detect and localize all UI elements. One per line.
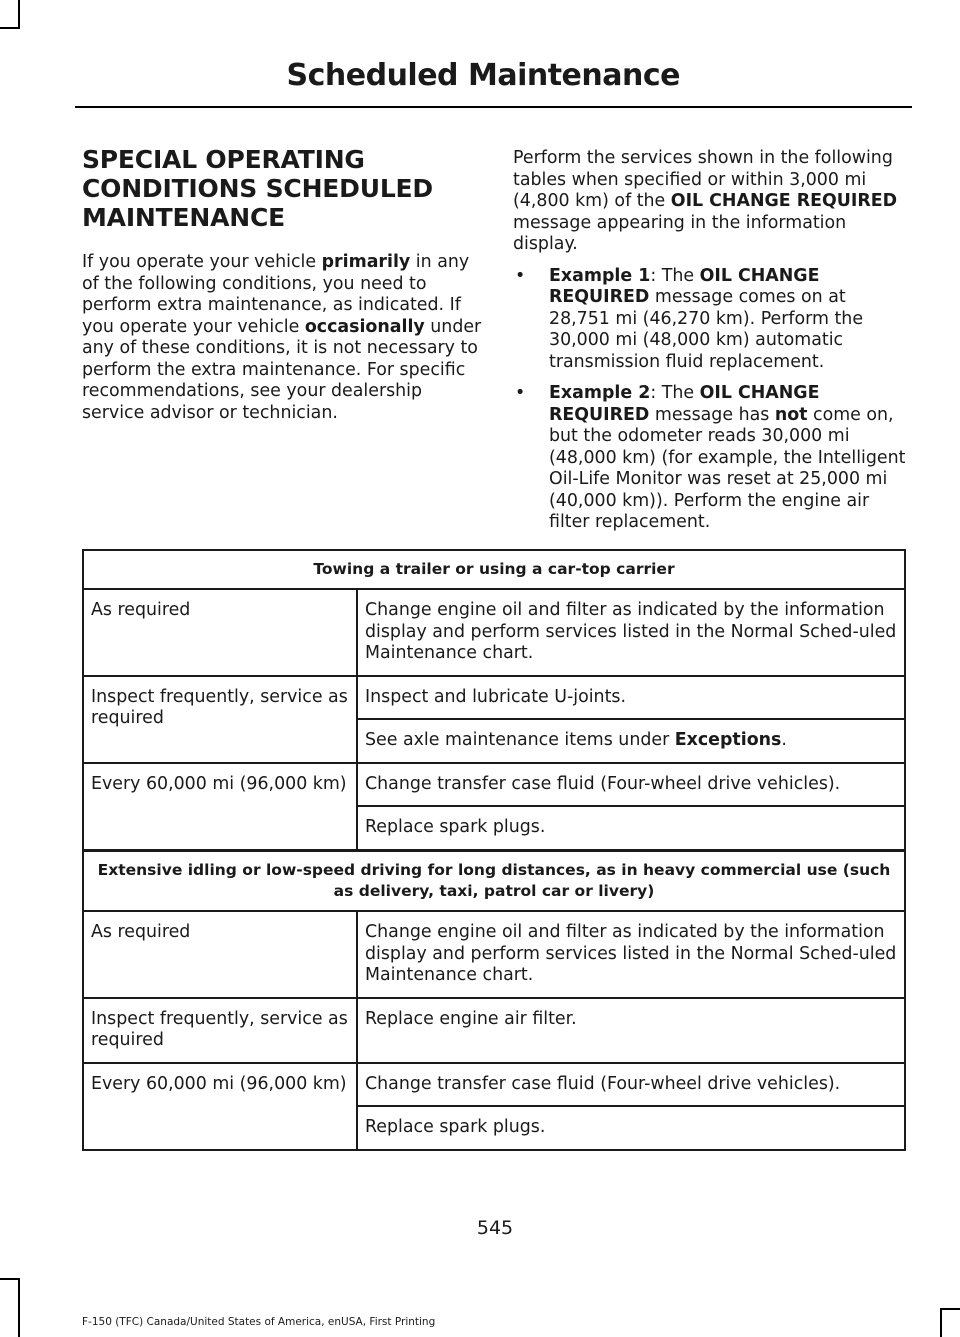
service-cell: Inspect and lubricate U-joints.	[357, 676, 905, 720]
service-cell: Change engine oil and filter as indicated by the information display and perform services listed in the Normal Sched-uled Maintenance chart.	[357, 589, 905, 676]
header-rule	[75, 106, 912, 108]
table-title: Extensive idling or low-speed driving for long distances, as in heavy commercial use (such as delivery, taxi, patrol car or livery)	[83, 851, 905, 911]
crop-mark	[0, 27, 18, 29]
intro-paragraph: If you operate your vehicle primarily in any of the following conditions, you need to perform extra maintenance, as indicated. If you operate your vehicle occasionally under any of these conditions, it is not necessary to perform the extra maintenance. For specific recommendations, see your dealership service advisor or technician.	[82, 252, 482, 423]
table-row	[83, 911, 905, 998]
page-header-title: Scheduled Maintenance	[286, 58, 680, 93]
page-number: 545	[476, 1217, 514, 1239]
left-column	[82, 145, 482, 424]
service-cell: Change transfer case fluid (Four-wheel drive vehicles).	[357, 763, 905, 807]
service-cell: Change transfer case fluid (Four-wheel drive vehicles).	[357, 1063, 905, 1107]
table-title-row	[83, 550, 905, 589]
example-2-bullet: • Example 2: The OIL CHANGE REQUIRED message has not come on, but the odometer reads 30,000 mi (48,000 km) (for example, the Intelligent Oil-Life Monitor was reset at 25,000 mi (40,000 km)). Perform the engine air filter replacement.	[515, 383, 906, 532]
bullet-glyph: •	[515, 265, 526, 286]
example-1-bullet: • Example 1: The OIL CHANGE REQUIRED message comes on at 28,751 mi (46,270 km). Perform the 30,000 mi (48,000 km) automatic transmission fluid replacement.	[515, 265, 864, 372]
service-cell: Replace spark plugs.	[357, 1106, 905, 1150]
edition-footer: F-150 (TFC) Canada/United States of America, enUSA, First Printing	[82, 1316, 436, 1328]
table-title-row	[83, 851, 905, 911]
crop-mark	[18, 1278, 20, 1337]
table-row	[83, 763, 905, 807]
crop-mark	[940, 1308, 960, 1310]
interval-cell: As required	[83, 589, 357, 676]
interval-cell: Every 60,000 mi (96,000 km)	[83, 1063, 357, 1150]
right-column	[513, 148, 908, 534]
heading-line: SPECIAL OPERATING	[82, 145, 365, 174]
bullet-glyph: •	[515, 383, 526, 403]
heading-line: CONDITIONS SCHEDULED	[82, 174, 433, 203]
service-cell: Replace engine air filter.	[357, 998, 905, 1063]
interval-cell: As required	[83, 911, 357, 998]
service-cell: Replace spark plugs.	[357, 806, 905, 850]
interval-cell: Every 60,000 mi (96,000 km)	[83, 763, 357, 850]
crop-mark	[18, 0, 20, 29]
heading-line: MAINTENANCE	[82, 203, 286, 232]
towing-maintenance-table	[82, 549, 906, 851]
table-row	[83, 998, 905, 1063]
table-title: Towing a trailer or using a car-top carrier	[83, 550, 905, 589]
table-row	[83, 589, 905, 676]
crop-mark	[940, 1308, 942, 1337]
service-cell: See axle maintenance items under Exceptions.	[357, 719, 905, 763]
idling-maintenance-table	[82, 850, 906, 1151]
service-cell: Change engine oil and filter as indicated by the information display and perform services listed in the Normal Sched-uled Maintenance chart.	[357, 911, 905, 998]
table-row	[83, 1063, 905, 1107]
crop-mark	[0, 1278, 18, 1280]
table-row	[83, 676, 905, 720]
interval-cell: Inspect frequently, service as required	[83, 998, 357, 1063]
services-paragraph: Perform the services shown in the following tables when specified or within 3,000 mi (4,800 km) of the OIL CHANGE REQUIRED message appearing in the information display.	[513, 148, 898, 254]
section-heading	[82, 145, 482, 232]
interval-cell: Inspect frequently, service as required	[83, 676, 357, 763]
